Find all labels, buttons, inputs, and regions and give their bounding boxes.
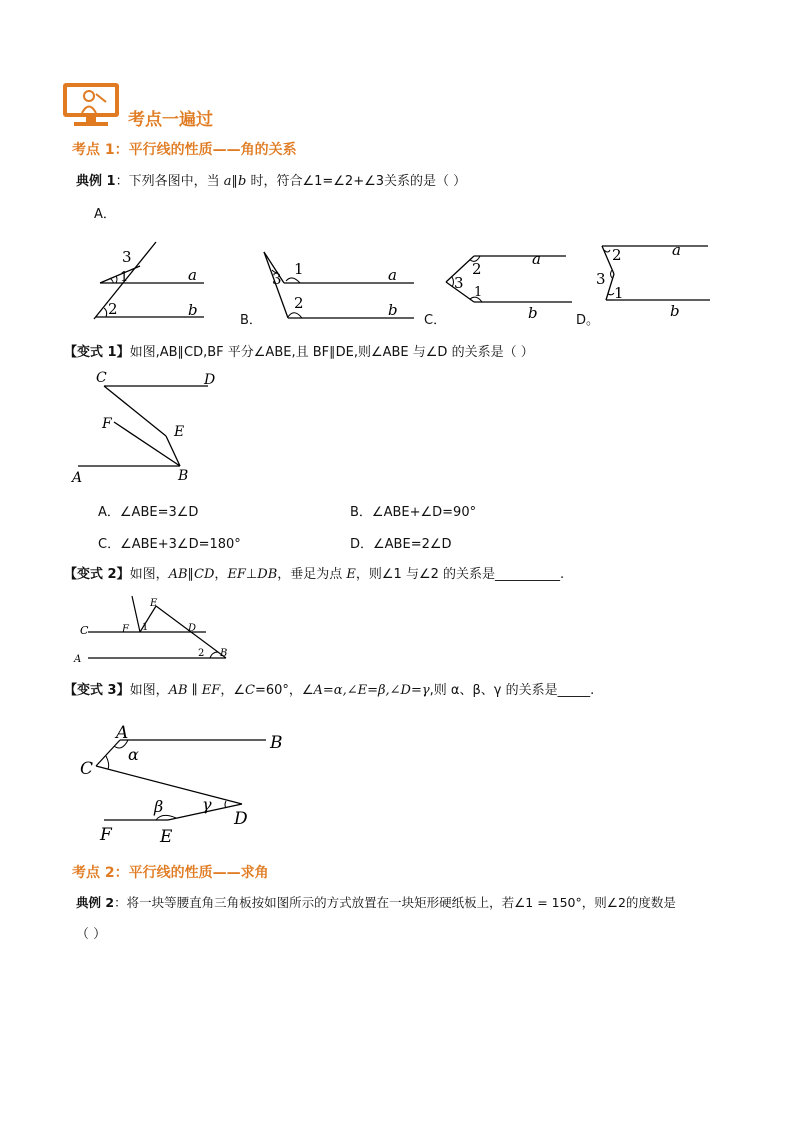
option-a-label: A． xyxy=(94,207,116,222)
variant-3-text-2: ，∠ xyxy=(220,683,245,698)
variant-1-option-a: A．∠ABE=3∠D xyxy=(98,505,199,520)
example-2-paren: （ ） xyxy=(76,927,107,942)
variant-3-figure xyxy=(76,718,296,846)
variant-2-math-1: AB xyxy=(168,567,188,582)
variant-2-end: . xyxy=(560,567,565,582)
example-1-question xyxy=(76,173,466,191)
label-1: 1 xyxy=(294,260,304,278)
label-E: E xyxy=(174,424,185,440)
variant-2-text-5: ，垂足为点 xyxy=(277,567,347,582)
label-1: 1 xyxy=(142,622,149,633)
option-c-label: C． xyxy=(424,313,447,328)
label-F: F xyxy=(100,825,112,845)
figure-b xyxy=(256,248,416,324)
example-2-prefix: 典例 2 xyxy=(76,895,115,910)
var-a: a xyxy=(223,174,232,189)
variant-3-text-4: ,则 α、β、γ 的关系是 xyxy=(429,683,558,698)
label-a: a xyxy=(188,266,197,284)
label-B: B xyxy=(270,733,283,753)
label-2: 2 xyxy=(108,300,118,318)
variant-3-answer-blank[interactable]: _____ xyxy=(557,683,591,698)
variant-3-text-3: =60°，∠ xyxy=(254,683,314,698)
teacher-monitor-icon xyxy=(62,82,120,128)
key-point-2-title: 考点 2：平行线的性质——求角 xyxy=(72,865,269,881)
variant-1-text: 如图,AB∥CD,BF 平分∠ABE,且 BF∥DE,则∠ABE 与∠D 的关系是（ ） xyxy=(129,345,534,360)
variant-2-figure xyxy=(70,590,246,670)
label-a: a xyxy=(672,241,681,259)
label-A: A xyxy=(74,654,82,665)
variant-3-math-3: A=α,∠E=β,∠D=γ xyxy=(313,683,430,698)
example-1-text-2: 时，符合∠1=∠2+∠3关系的是（ ） xyxy=(246,174,467,189)
option-d-label: D。 xyxy=(576,313,600,328)
label-F: F xyxy=(102,416,112,432)
label-b: b xyxy=(670,302,680,320)
label-D: D xyxy=(234,809,248,829)
label-B: B xyxy=(220,648,228,659)
figure-d xyxy=(594,238,714,320)
label-a: a xyxy=(388,266,397,284)
variant-2-text-4: ⊥ xyxy=(245,567,258,582)
label-gamma: γ xyxy=(202,795,212,814)
variant-3-tag: 【变式 3】 xyxy=(64,683,130,698)
variant-3-math-2: C xyxy=(244,683,255,698)
variant-1-option-d: D．∠ABE=2∠D xyxy=(350,537,452,552)
key-point-1-title: 考点 1：平行线的性质——角的关系 xyxy=(72,142,297,158)
label-1: 1 xyxy=(474,285,483,300)
label-C: C xyxy=(96,370,107,386)
label-b: b xyxy=(188,301,198,319)
label-1: 1 xyxy=(614,284,624,302)
section-title: 考点一遍过 xyxy=(128,110,213,130)
variant-2-math-4: DB xyxy=(257,567,278,582)
zigzag-2 xyxy=(606,274,614,300)
parallel-symbol: ∥ xyxy=(231,174,238,189)
label-beta: β xyxy=(154,797,164,816)
line-de xyxy=(104,386,166,436)
variant-2-math-5: E xyxy=(346,567,356,582)
variant-1-option-b: B．∠ABE+∠D=90° xyxy=(350,505,477,520)
option-b-label: B． xyxy=(240,313,262,328)
label-A: A xyxy=(116,723,129,743)
example-2-question xyxy=(76,894,676,912)
variant-1-figure xyxy=(68,364,228,488)
label-a: a xyxy=(532,250,541,268)
label-alpha: α xyxy=(128,745,139,764)
variant-3-text-1: 如图， xyxy=(129,683,169,698)
variant-1-tag: 【变式 1】 xyxy=(64,345,130,360)
variant-3-math-1: AB ∥ EF xyxy=(168,683,221,698)
line-cd xyxy=(96,766,242,804)
label-b: b xyxy=(388,301,398,319)
variant-3-question xyxy=(64,682,594,700)
label-D: D xyxy=(204,372,216,388)
variant-1-question xyxy=(64,344,534,362)
variant-2-text-6: ，则∠1 与∠2 的关系是 xyxy=(355,567,496,582)
variant-1-option-c: C．∠ABE+3∠D=180° xyxy=(98,537,241,552)
label-E: E xyxy=(160,827,173,846)
label-2: 2 xyxy=(612,246,622,264)
variant-2-tag: 【变式 2】 xyxy=(64,567,130,582)
variant-2-answer-blank[interactable]: __________ xyxy=(495,567,561,582)
variant-2-math-2: CD xyxy=(194,567,215,582)
label-3: 3 xyxy=(454,274,464,292)
label-b: b xyxy=(528,304,538,322)
label-D: D xyxy=(188,623,197,634)
variant-2-math-3: EF xyxy=(227,567,246,582)
label-E: E xyxy=(150,598,158,609)
example-1-prefix: 典例 1 xyxy=(76,174,116,189)
label-3: 3 xyxy=(122,248,132,266)
example-2-text: ：将一块等腰直角三角板按如图所示的方式放置在一块矩形硬纸板上，若∠1 = 150°，则∠2的度数是 xyxy=(114,895,676,910)
variant-2-text-3: ， xyxy=(214,567,228,582)
label-F: F xyxy=(122,624,129,635)
label-C: C xyxy=(80,624,89,637)
label-3: 3 xyxy=(272,270,282,288)
figure-c xyxy=(438,244,578,322)
label-3: 3 xyxy=(596,270,606,288)
label-2: 2 xyxy=(294,294,304,312)
label-2: 2 xyxy=(472,260,482,278)
variant-2-question xyxy=(64,566,564,584)
label-B: B xyxy=(178,468,189,484)
var-b: b xyxy=(237,174,247,189)
label-A: A xyxy=(72,470,83,486)
variant-2-text-1: 如图， xyxy=(129,567,169,582)
label-1: 1 xyxy=(120,270,129,285)
line-ef-ext xyxy=(132,596,140,632)
variant-2-text-2: ∥ xyxy=(187,567,195,582)
variant-3-end: . xyxy=(590,683,595,698)
label-2: 2 xyxy=(198,648,205,659)
label-C: C xyxy=(80,759,94,779)
example-1-text-1: ：下列各图中，当 xyxy=(115,174,224,189)
figure-a xyxy=(86,240,216,326)
